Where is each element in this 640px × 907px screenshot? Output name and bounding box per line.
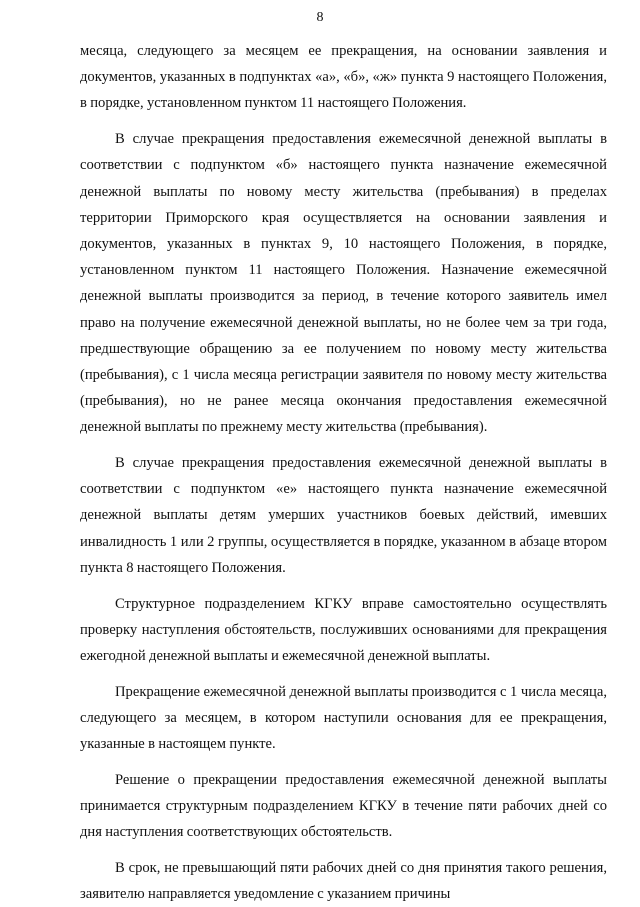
paragraph-notification: В срок, не превышающий пяти рабочих дней со дня принятия такого решения, заявителю направляется уведомление с указанием причины	[80, 859, 607, 903]
paragraph-termination-date: Прекращение ежемесячной денежной выплаты производится с 1 числа месяца, следующего за месяцем, в котором наступили основания для ее прекращения, указанные в настоящем пункте.	[80, 683, 607, 753]
paragraph-verification: Структурное подразделением КГКУ вправе самостоятельно осуществлять проверку наступления обстоятельств, послуживших основаниями для прекращения ежегодной денежной выплаты и ежемесячной денежной выплаты.	[80, 595, 607, 664]
paragraph-children-of-veterans: В случае прекращения предоставления ежемесячной денежной выплаты в соответствии с подпунктом «е» настоящего пункта назначение ежемесячной денежной выплаты детям умерших участников боевых действий, имевших инвалидность 1 или 2 группы, осуществляется в порядке, указанном в абзаце втором пункта 8 настоящего Положения.	[80, 455, 607, 576]
paragraph-relocation-reassignment: В случае прекращения предоставления ежемесячной денежной выплаты в соответствии с подпунктом «б» настоящего пункта назначение ежемесячной денежной выплаты по новому месту жительства (пребывания) в пределах территории Приморского края осуществляется на основании заявления и документов, указанных в пунктах 9, 10 настоящего Положения, в порядке, установленном пунктом 11 настоящего Положения. Назначение ежемесячной денежной выплаты производится за период, в течение которого заявитель имел право на получение ежемесячной денежной выплаты, но не более чем за три года, предшествующие обращению за ее получением по новому месту жительства (пребывания), с 1 числа месяца регистрации заявителя по новому месту жительства (пребывания), но не ранее месяца окончания предоставления ежемесячной денежной выплаты по прежнему месту жительства (пребывания).	[80, 131, 607, 436]
page-number: 8	[316, 10, 324, 25]
document-body	[80, 38, 607, 907]
paragraph-termination-decision: Решение о прекращении предоставления ежемесячной денежной выплаты принимается структурным подразделением КГКУ в течение пяти рабочих дней со дня наступления соответствующих обстоятельств.	[80, 771, 607, 841]
paragraph-continuation: месяца, следующего за месяцем ее прекращения, на основании заявления и документов, указанных в подпунктах «а», «б», «ж» пункта 9 настоящего Положения, в порядке, установленном пунктом 11 настоящего Положения.	[80, 43, 607, 112]
